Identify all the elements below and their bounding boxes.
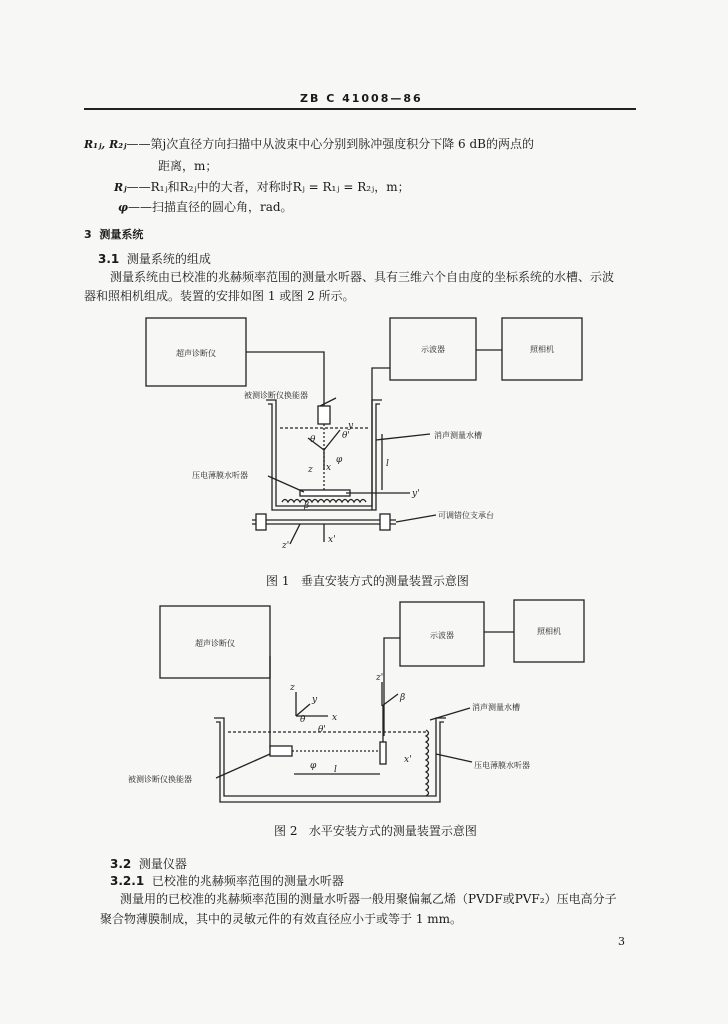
section-title: 测量仪器 <box>138 857 187 871</box>
fig2-axis-z-prime: z' <box>376 673 384 683</box>
fig1-platform-label: 可调错位支承台 <box>438 511 494 520</box>
def-text: 第j次直径方向扫描中从波束中心分别到脉冲强度积分下降 6 dB的两点的 <box>150 137 534 151</box>
fig1-axis-theta: θ <box>310 435 316 445</box>
figure-1-caption <box>266 572 469 589</box>
caption-text: 水平安装方式的测量装置示意图 <box>308 824 477 838</box>
section-3-2-1-para-line2: 聚合物薄膜制成，其中的灵敏元件的有效直径应小于或等于 1 mm。 <box>100 912 463 926</box>
fig2-instrument-label: 超声诊断仪 <box>195 639 235 648</box>
fig2-transducer-label: 被测诊断仪换能器 <box>128 775 192 784</box>
def-dash: —— <box>127 200 152 214</box>
section-3-2-1-para-line1: 测量用的已校准的兆赫频率范围的测量水听器一般用聚偏氟乙烯（PVDF或PVF₂）压电高分子 <box>120 892 617 906</box>
section-number: 3.2.1 <box>110 874 145 888</box>
section-number: 3 <box>84 228 92 241</box>
fig1-axis-theta-prime: θ' <box>342 431 350 441</box>
fig2-axis-l: l <box>334 765 337 775</box>
section-3-1-para-line2: 器和照相机组成。装置的安排如图 1 或图 2 所示。 <box>84 289 355 303</box>
section-title: 测量系统 <box>99 228 144 241</box>
caption-text: 垂直安装方式的测量装置示意图 <box>300 574 469 588</box>
def-symbol: R₁ⱼ, R₂ⱼ <box>84 138 127 151</box>
fig1-axis-z-prime: z' <box>282 541 290 551</box>
fig2-axis-theta: θ <box>300 715 306 725</box>
fig1-tank-label: 消声测量水槽 <box>434 431 482 440</box>
fig2-hydrophone-label: 压电薄膜水听器 <box>474 761 530 770</box>
fig2-axis-phi: φ <box>310 761 317 771</box>
section-number: 3.1 <box>98 252 120 266</box>
header-rule <box>84 108 636 110</box>
figure-2-caption <box>274 822 477 839</box>
definition-row-1-continuation: 距离，m； <box>158 159 218 173</box>
section-3-2-1-heading <box>110 872 344 889</box>
page-number: 3 <box>618 935 625 948</box>
def-symbol: φ <box>118 201 128 214</box>
caption-number: 图 1 <box>266 574 290 588</box>
fig2-axis-theta-prime: θ' <box>318 725 326 735</box>
section-3-2-heading <box>110 855 187 872</box>
fig1-axis-phi: φ <box>336 455 343 465</box>
fig2-axis-y: y <box>312 695 318 705</box>
fig1-axis-y-prime: y' <box>412 489 420 499</box>
fig2-axis-z: z <box>290 683 295 693</box>
fig1-axis-beta: β <box>304 501 310 511</box>
fig2-tank-label: 消声测量水槽 <box>472 703 520 712</box>
section-title: 测量系统的组成 <box>126 252 211 266</box>
fig1-instrument-label: 超声诊断仪 <box>176 349 216 358</box>
fig1-axis-x-prime: x' <box>328 535 336 545</box>
fig2-axis-x-prime: x' <box>404 755 412 765</box>
doc-code-header: ZB C 41008—86 <box>300 92 423 105</box>
definition-row-3 <box>118 196 293 215</box>
fig2-axis-beta: β <box>400 693 406 703</box>
fig2-camera-label: 照相机 <box>537 627 561 636</box>
fig1-axis-x: x <box>326 463 332 473</box>
section-3-1-heading <box>98 250 211 267</box>
definition-row-1 <box>84 133 534 152</box>
def-text: 扫描直径的圆心角，rad。 <box>151 200 293 214</box>
section-title: 已校准的兆赫频率范围的测量水听器 <box>151 874 344 888</box>
fig1-scope-label: 示波器 <box>421 345 445 354</box>
fig1-camera-label: 照相机 <box>530 345 554 354</box>
fig1-transducer-label: 被测诊断仪换能器 <box>244 391 308 400</box>
def-dash: —— <box>126 137 151 151</box>
fig1-axis-z: z <box>308 465 313 475</box>
fig2-scope-label: 示波器 <box>430 631 454 640</box>
fig1-axis-y: y <box>348 421 354 431</box>
figure-1-diagram <box>140 310 620 560</box>
fig2-axis-x: x <box>332 713 338 723</box>
def-text: R₁ⱼ和R₂ⱼ中的大者，对称时Rⱼ = R₁ⱼ = R₂ⱼ，m； <box>150 180 410 194</box>
def-symbol: Rⱼ <box>114 181 127 194</box>
fig1-axis-l: l <box>386 459 389 469</box>
section-3-heading <box>84 226 143 242</box>
caption-number: 图 2 <box>274 824 298 838</box>
definition-row-2 <box>114 176 410 195</box>
section-3-1-para-line1: 测量系统由已校准的兆赫频率范围的测量水听器、具有三维六个自由度的坐标系统的水槽、示波 <box>110 270 615 284</box>
section-number: 3.2 <box>110 857 132 871</box>
fig1-hydrophone-label: 压电薄膜水听器 <box>192 471 248 480</box>
def-dash: —— <box>126 180 151 194</box>
figure-2-diagram <box>120 596 600 808</box>
